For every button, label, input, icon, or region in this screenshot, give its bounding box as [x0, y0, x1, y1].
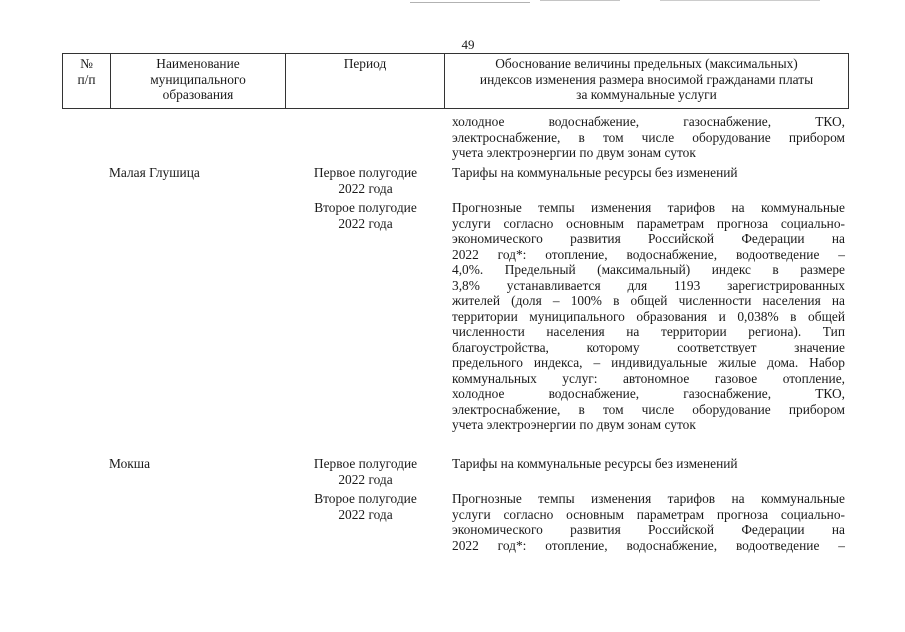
- period-second-half: Второе полугодие 2022 года: [314, 491, 417, 522]
- continuation-text: холодное водоснабжение, газоснабжение, ТКО, электроснабжение, в том числе оборудование прибором учета электроэнергии по двум зонам суток: [452, 114, 845, 160]
- justification-second-half: Прогнозные темпы изменения тарифов на коммунальные услуги согласно основным параметрам прогноза социально- экономического развития Российской Федерации на 2022 год*: отопление, водоснабжение, водоотведение –: [452, 491, 845, 553]
- column-header-number: № п/п: [63, 54, 111, 109]
- column-header-justification: Обоснование величины предельных (максимальных) индексов изменения размера вносимой гражданами платы за коммунальные услуги: [445, 54, 849, 109]
- page-number: 49: [461, 37, 475, 52]
- justification-first-half: Тарифы на коммунальные ресурсы без изменений: [452, 165, 738, 180]
- scan-artifact: [540, 0, 620, 1]
- justification-second-half: Прогнозные темпы изменения тарифов на коммунальные услуги согласно основным параметрам прогноза социально- экономического развития Российской Федерации на 2022 год*: отопление, водоснабжение, водоотведение – 4,0%. Предельный (максимальный) индекс в размере 3,8% устанавливается для 1193 зарегистрированных жителей (доля – 100% в общей численности населения на территории муниципального образования и 0,038% в общей численности населения на территории региона). Тип благоустройства, которому соответствует значение предельного индекса, – индивидуальные жилые дома. Набор коммунальных услуг: автономное газовое отопление, холодное водоснабжение, газоснабжение, ТКО, электроснабжение, в том числе оборудование прибором учета электроэнергии по двум зонам суток: [452, 200, 845, 432]
- municipality-name: Малая Глушица: [109, 165, 200, 180]
- table-header: [62, 53, 849, 109]
- column-header-period: Период: [286, 54, 445, 109]
- justification-first-half: Тарифы на коммунальные ресурсы без изменений: [452, 456, 738, 471]
- period-first-half: Первое полугодие 2022 года: [313, 456, 418, 487]
- scan-artifact: [660, 0, 820, 1]
- period-second-half: Второе полугодие 2022 года: [314, 200, 417, 231]
- scan-artifact: [410, 2, 530, 3]
- municipality-name: Мокша: [109, 456, 151, 471]
- column-header-municipality: Наименование муниципального образования: [111, 54, 286, 109]
- period-first-half: Первое полугодие 2022 года: [313, 165, 418, 196]
